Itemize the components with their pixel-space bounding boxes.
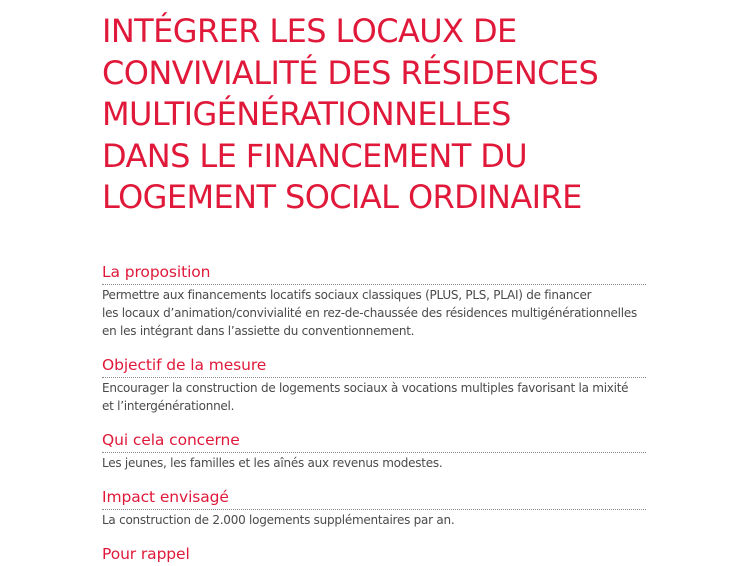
body-line: les locaux d’animation/convivialité en rez-de-chaussée des résidences multigénérationnelles <box>102 306 637 321</box>
page-title <box>102 0 646 219</box>
title-line: CONVIVIALITÉ DES RÉSIDENCES <box>102 53 599 92</box>
title-line: DANS LE FINANCEMENT DU <box>102 136 528 175</box>
section-heading: La proposition <box>102 262 646 285</box>
body-line: Les jeunes, les familles et les aînés aux revenus modestes. <box>102 456 443 470</box>
section-rappel <box>102 544 646 566</box>
section-heading: Qui cela concerne <box>102 430 646 453</box>
title-line: MULTIGÉNÉRATIONNELLES <box>102 95 511 133</box>
section-body <box>102 285 646 341</box>
section-body <box>102 378 646 415</box>
section-heading: Pour rappel <box>102 545 190 563</box>
section-objectif <box>102 355 646 430</box>
section-concerne <box>102 430 646 487</box>
title-line: LOGEMENT SOCIAL ORDINAIRE <box>102 178 582 216</box>
body-line: Permettre aux financements locatifs sociaux classiques (PLUS, PLS, PLAI) de financer <box>102 288 592 302</box>
section-heading: Objectif de la mesure <box>102 355 646 378</box>
document-page <box>102 0 646 563</box>
section-heading: Impact envisagé <box>102 487 646 510</box>
sections-container <box>102 262 646 566</box>
section-proposition <box>102 262 646 355</box>
title-line: INTÉGRER LES LOCAUX DE <box>102 12 517 50</box>
section-impact <box>102 487 646 544</box>
body-line: en les intégrant dans l’assiette du conventionnement. <box>102 324 415 339</box>
section-body <box>102 453 646 472</box>
body-line: Encourager la construction de logements sociaux à vocations multiples favorisant la mixité <box>102 381 629 395</box>
section-body <box>102 510 646 529</box>
body-line: et l’intergénérationnel. <box>102 399 235 414</box>
body-line: La construction de 2.000 logements supplémentaires par an. <box>102 513 455 527</box>
